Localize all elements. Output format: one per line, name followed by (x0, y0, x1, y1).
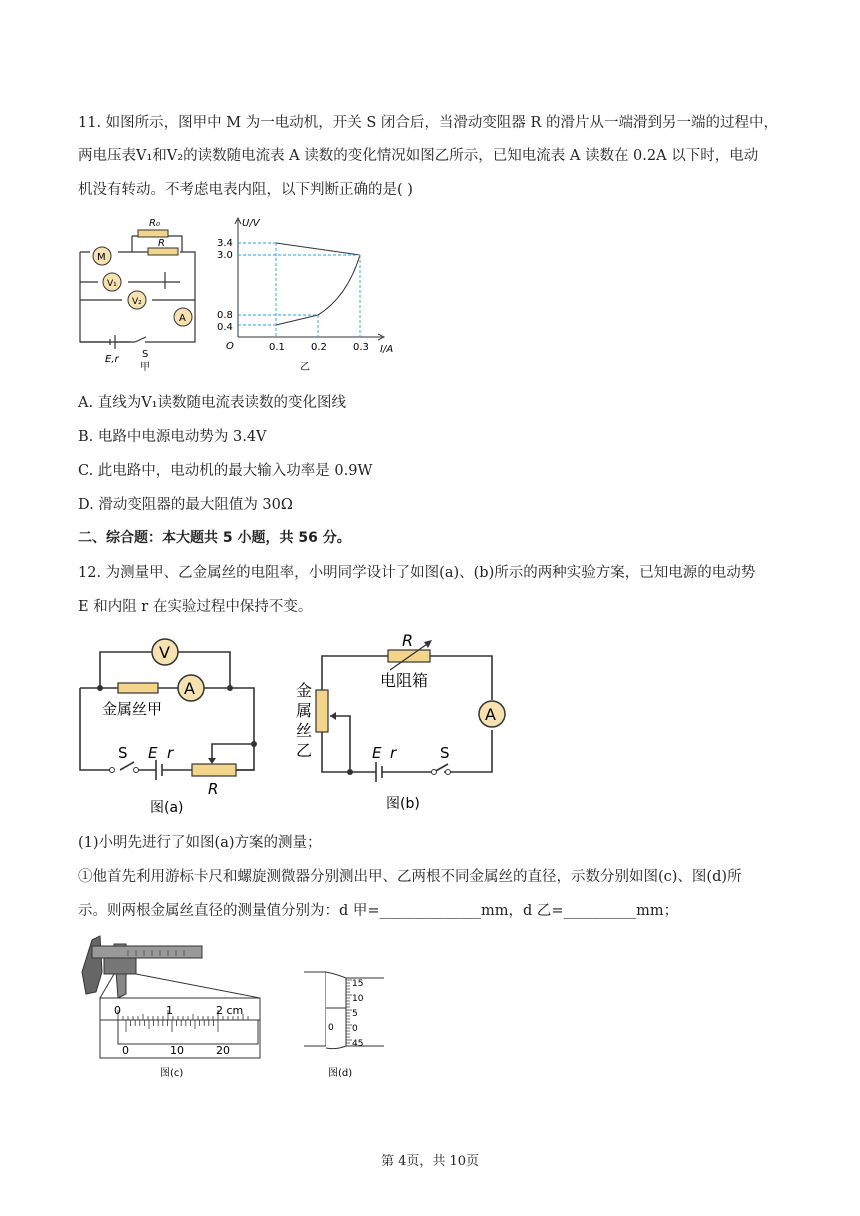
svg-text:U/V: U/V (242, 218, 260, 229)
svg-text:10: 10 (170, 1044, 184, 1057)
svg-text:0.4: 0.4 (217, 322, 233, 333)
svg-text:0: 0 (122, 1044, 129, 1057)
svg-text:图(c): 图(c) (160, 1068, 184, 1079)
q12-stem-line2: E 和内阻 r 在实验过程中保持不变。 (78, 599, 313, 615)
svg-text:金: 金 (296, 681, 313, 700)
option-a: A. 直线为V₁读数随电流表读数的变化图线 (78, 395, 346, 411)
svg-text:R: R (402, 631, 414, 650)
svg-text:0: 0 (328, 1023, 334, 1033)
svg-text:甲: 甲 (140, 362, 150, 372)
svg-text:E: E (148, 744, 158, 762)
svg-text:E,r: E,r (105, 354, 119, 365)
svg-text:45: 45 (352, 1039, 364, 1049)
option-b: B. 电路中电源电动势为 3.4V (78, 429, 267, 445)
figure-yi-graph (212, 212, 412, 377)
svg-text:0: 0 (114, 1004, 121, 1017)
page-footer: 第 4页，共 10页 (380, 1154, 480, 1169)
q12-sub1-1-line1: ①他首先利用游标卡尺和螺旋测微器分别测出甲、乙两根不同金属丝的直径，示数分别如图(c)、图(d)所 (78, 869, 742, 885)
svg-text:0: 0 (352, 1024, 358, 1034)
option-d: D. 滑动变阻器的最大阻值为 30Ω (78, 497, 293, 513)
svg-text:V: V (159, 643, 170, 662)
svg-text:R₀: R₀ (149, 218, 160, 229)
svg-text:0.2: 0.2 (311, 342, 327, 353)
svg-text:属: 属 (296, 701, 313, 720)
svg-text:R: R (208, 780, 219, 798)
svg-text:15: 15 (352, 979, 364, 989)
svg-text:V₁: V₁ (107, 279, 117, 289)
svg-text:O: O (226, 341, 234, 352)
svg-text:S: S (142, 349, 149, 360)
svg-text:图(a): 图(a) (150, 800, 184, 816)
figure-b-circuit (292, 630, 512, 820)
svg-text:3.0: 3.0 (217, 250, 233, 261)
svg-text:A: A (179, 313, 186, 324)
svg-text:V₂: V₂ (132, 297, 142, 307)
figure-d-micrometer (300, 962, 390, 1084)
svg-text:5: 5 (352, 1009, 358, 1019)
figure-c-caliper (74, 932, 274, 1082)
q12-sub1: (1)小明先进行了如图(a)方案的测量； (78, 835, 322, 851)
q11-stem-line1: 11. 如图所示，图甲中 M 为一电动机，开关 S 闭合后，当滑动变阻器 R 的滑片从一端滑到另一端的过程中， (78, 115, 779, 131)
svg-text:S: S (118, 744, 128, 762)
figure-a-circuit (72, 632, 272, 817)
svg-text:20: 20 (216, 1044, 230, 1057)
svg-text:I/A: I/A (380, 344, 394, 355)
svg-text:电阻箱: 电阻箱 (380, 671, 429, 690)
section-heading: 二、综合题：本大题共 5 小题，共 56 分。 (78, 530, 351, 546)
svg-text:丝: 丝 (296, 721, 313, 740)
figure-jia-circuit (70, 212, 200, 372)
svg-text:r: r (390, 744, 397, 762)
q12-stem-line1: 12. 为测量甲、乙金属丝的电阻率，小明同学设计了如图(a)、(b)所示的两种实验方案，已知电源的电动势 (78, 565, 756, 581)
svg-text:乙: 乙 (296, 741, 313, 760)
svg-text:A: A (485, 705, 496, 724)
svg-text:M: M (97, 252, 106, 263)
svg-text:1: 1 (166, 1004, 173, 1017)
svg-text:图(b): 图(b) (386, 796, 420, 812)
q12-sub1-1-line2: 示。则两根金属丝直径的测量值分别为：d 甲=______________mm，d 乙=__________mm； (78, 903, 679, 919)
svg-text:0.8: 0.8 (217, 310, 233, 321)
svg-text:3.4: 3.4 (217, 238, 233, 249)
q11-stem-line3: 机没有转动。不考虑电表内阻，以下判断正确的是( ) (78, 182, 413, 198)
svg-text:金属丝甲: 金属丝甲 (102, 700, 163, 718)
svg-text:A: A (184, 679, 195, 698)
svg-text:图(d): 图(d) (328, 1068, 353, 1079)
svg-text:乙: 乙 (300, 362, 310, 373)
svg-text:10: 10 (352, 994, 364, 1004)
svg-text:0.1: 0.1 (269, 342, 285, 353)
svg-text:r: r (167, 744, 174, 762)
option-c: C. 此电路中，电动机的最大输入功率是 0.9W (78, 463, 373, 479)
svg-text:E: E (372, 744, 382, 762)
q11-stem-line2: 两电压表V₁和V₂的读数随电流表 A 读数的变化情况如图乙所示，已知电流表 A 读数在 0.2A 以下时，电动 (78, 148, 759, 164)
svg-text:2 cm: 2 cm (216, 1004, 244, 1017)
svg-text:0.3: 0.3 (353, 342, 369, 353)
svg-text:S: S (440, 744, 450, 762)
svg-text:R: R (158, 238, 165, 249)
